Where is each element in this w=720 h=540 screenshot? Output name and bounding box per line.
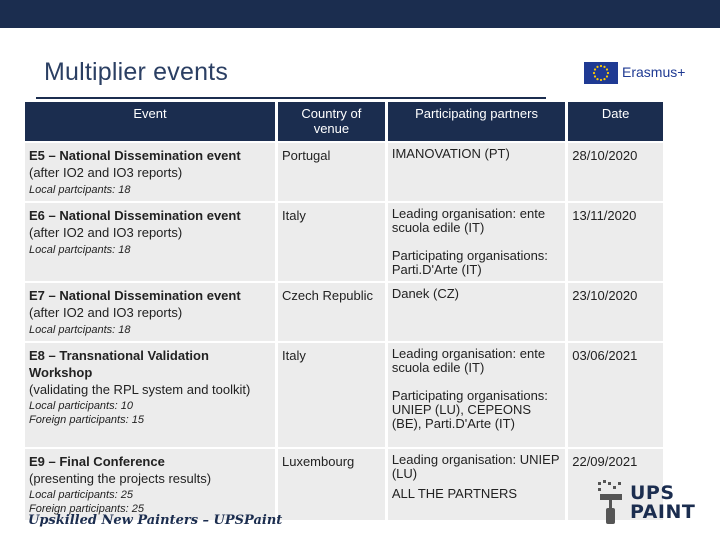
event-title: E5 – National Dissemination event <box>29 148 241 163</box>
upspaint-line2: PAINT <box>630 501 696 523</box>
partners-cell <box>388 203 565 281</box>
partners-lead: Leading organisation: ente scuola edile (IT) <box>391 206 546 235</box>
header-partners: Participating partners <box>388 102 565 141</box>
event-description: (presenting the projects results) <box>29 471 212 486</box>
partners-cell <box>388 343 565 447</box>
participants-text: Foreign participants: 25 <box>29 503 144 515</box>
erasmus-logo <box>584 62 696 84</box>
participants-text: Foreign participants: 15 <box>29 414 144 426</box>
date-cell: 22/09/2021 <box>568 449 663 520</box>
country-cell: Portugal <box>278 143 385 201</box>
event-title: E6 – National Dissemination event <box>29 208 241 223</box>
multiplier-events-table <box>22 100 666 522</box>
event-description: (after IO2 and IO3 reports) <box>29 225 183 240</box>
event-cell <box>25 143 275 201</box>
partners-lead: Leading organisation: ente scuola edile (IT) <box>391 346 546 375</box>
eu-flag-icon <box>584 62 618 84</box>
partners-cell <box>388 283 565 341</box>
date-cell: 28/10/2020 <box>568 143 663 201</box>
table-row <box>25 143 663 201</box>
event-description: (after IO2 and IO3 reports) <box>29 305 183 320</box>
table-row <box>25 283 663 341</box>
table-row <box>25 343 663 447</box>
erasmus-wordmark: Erasmus+ <box>622 64 686 80</box>
event-cell <box>25 343 275 447</box>
partners-cell <box>388 143 565 201</box>
participants-text: Local partcipants: 18 <box>29 324 131 336</box>
event-title: E9 – Final Conference <box>29 454 165 469</box>
event-cell <box>25 203 275 281</box>
partners-participating: Participating organisations: Parti.D'Arte (IT) <box>391 248 548 277</box>
event-title: E7 – National Dissemination event <box>29 288 241 303</box>
country-cell: Luxembourg <box>278 449 385 520</box>
event-cell <box>25 283 275 341</box>
event-cell <box>25 449 275 520</box>
upspaint-wordmark <box>630 484 695 522</box>
participants-text: Local participants: 10 <box>29 400 133 412</box>
upspaint-line1: UPS <box>630 482 675 504</box>
paint-roller-icon <box>596 478 626 528</box>
partners-cell <box>388 449 565 520</box>
country-cell: Italy <box>278 203 385 281</box>
country-cell: Italy <box>278 343 385 447</box>
partners-participating: Participating organisations: UNIEP (LU), CEPEONS (BE), Parti.D'Arte (IT) <box>391 388 548 431</box>
header-country: Country of venue <box>278 102 385 141</box>
header-date: Date <box>568 102 663 141</box>
table-row <box>25 203 663 281</box>
footer-project-name: Upskilled New Painters – UPSPaint <box>28 513 283 528</box>
country-cell: Czech Republic <box>278 283 385 341</box>
top-banner <box>0 0 720 28</box>
partners-participating: ALL THE PARTNERS <box>391 486 518 501</box>
slide-title: Multiplier events <box>44 58 229 86</box>
participants-text: Local partcipants: 18 <box>29 244 131 256</box>
header-event: Event <box>25 102 275 141</box>
title-underline <box>36 97 546 99</box>
participants-text: Local partcipants: 18 <box>29 184 131 196</box>
partners-lead: IMANOVATION (PT) <box>391 146 510 161</box>
table-header-row <box>25 102 663 141</box>
partners-lead: Danek (CZ) <box>391 286 460 301</box>
date-cell: 03/06/2021 <box>568 343 663 447</box>
partners-lead: Leading organisation: UNIEP (LU) <box>391 452 560 481</box>
event-description: (validating the RPL system and toolkit) <box>29 382 251 397</box>
upspaint-logo <box>596 478 700 528</box>
participants-text: Local participants: 25 <box>29 489 133 501</box>
date-cell: 23/10/2020 <box>568 283 663 341</box>
event-description: (after IO2 and IO3 reports) <box>29 165 183 180</box>
date-cell: 13/11/2020 <box>568 203 663 281</box>
event-title: E8 – Transnational Validation Workshop <box>29 348 209 380</box>
table-row <box>25 449 663 520</box>
